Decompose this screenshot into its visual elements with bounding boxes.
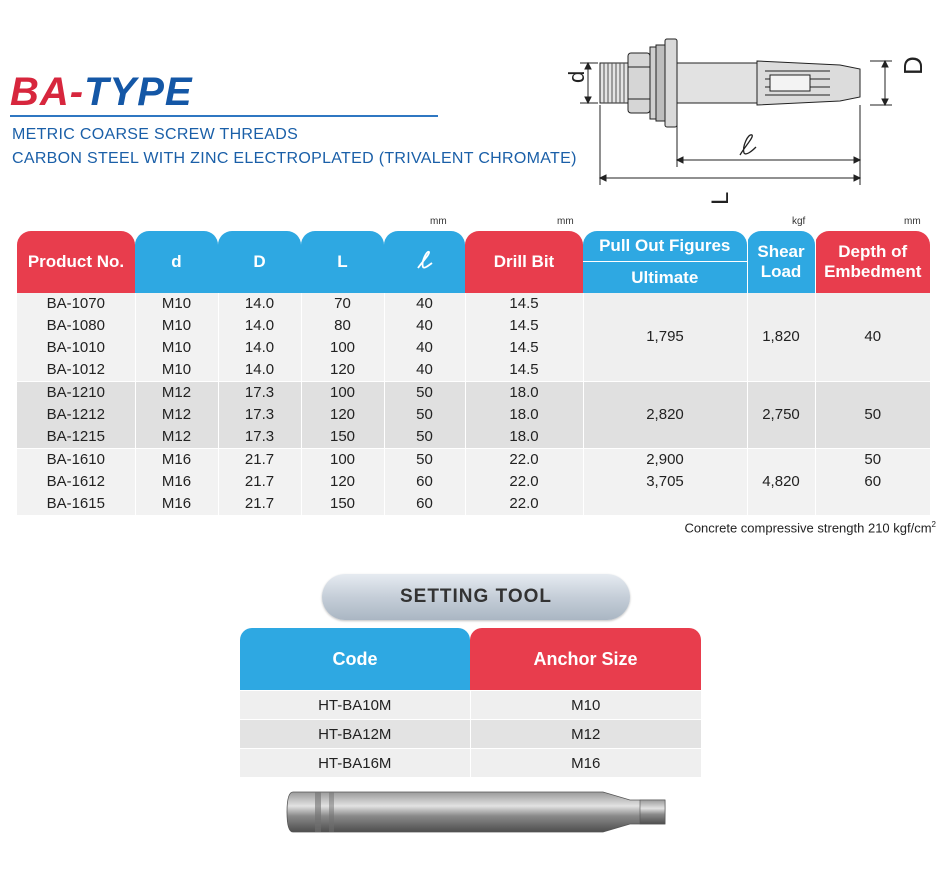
setting-tool-title: SETTING TOOL [322,574,630,620]
dim-d-label: d [564,70,589,83]
dim-D-label: D [898,56,928,75]
page-title: BA-TYPE [10,70,193,114]
unit-mm-depth: mm [904,216,921,227]
table-row: HT-BA10M M10 [240,691,701,720]
header-pull-out: Pull Out Figures [583,231,747,262]
g2-ultimate: 2,820 [583,382,747,449]
title-underline [10,115,438,117]
g3-shear: 4,820 [747,449,815,516]
anchor-diagram [540,35,940,215]
header-product-no: Product No. [17,231,135,293]
header-shear-load: Shear Load [747,231,815,293]
table-row: BA-1070 M10 14.0 70 40 14.5 1,795 1,820 40 [17,293,930,315]
table-row: HT-BA12M M12 [240,720,701,749]
g3-depth-a: 50 [815,449,930,472]
script-l-icon [414,249,436,271]
table-row: BA-1212 M12 17.3 120 50 18.0 [17,404,930,426]
setting-tool-image [285,784,670,844]
table-row: BA-1010 M10 14.0 100 40 14.5 [17,337,930,359]
table-row: BA-1610 M16 21.7 100 50 22.0 2,900 4,820 50 [17,449,930,472]
g3-depth-b: 60 [815,471,930,515]
table-row: BA-1215 M12 17.3 150 50 18.0 [17,426,930,449]
header-anchor-size: Anchor Size [470,628,701,691]
g1-shear: 1,820 [747,293,815,382]
header-ultimate: Ultimate [583,262,747,293]
header-d: d [135,231,218,293]
header-depth: Depth of Embedment [815,231,930,293]
subtitle-material: CARBON STEEL WITH ZINC ELECTROPLATED (TRIVALENT CHROMATE) [12,150,577,167]
setting-tool-table [240,628,701,777]
g1-ultimate: 1,795 [583,293,747,382]
header-drill-bit: Drill Bit [465,231,583,293]
g1-depth: 40 [815,293,930,382]
g3-ultimate-b: 3,705 [583,471,747,515]
unit-kgf: kgf [792,216,806,227]
dim-L-label: L [707,191,734,205]
unit-mm-drill: mm [557,216,574,227]
g3-ultimate-a: 2,900 [583,449,747,472]
table-row: BA-1615 M16 21.7 150 60 22.0 [17,493,930,515]
table-row: BA-1210 M12 17.3 100 50 18.0 2,820 2,750 50 [17,382,930,405]
unit-mm-l: mm [430,216,447,227]
header-script-l [384,231,465,293]
spec-table [17,231,930,515]
table-row: BA-1612 M16 21.7 120 60 22.0 3,705 60 [17,471,930,493]
header-D: D [218,231,301,293]
table-row: HT-BA16M M16 [240,749,701,778]
concrete-note: Concrete compressive strength 210 kgf/$cm^2$ [684,520,936,536]
table-row: BA-1080 M10 14.0 80 40 14.5 [17,315,930,337]
g2-depth: 50 [815,382,930,449]
table-row: BA-1012 M10 14.0 120 40 14.5 [17,359,930,382]
subtitle-threads: METRIC COARSE SCREW THREADS [12,126,299,143]
header-L: L [301,231,384,293]
header-code: Code [240,628,470,691]
g2-shear: 2,750 [747,382,815,449]
